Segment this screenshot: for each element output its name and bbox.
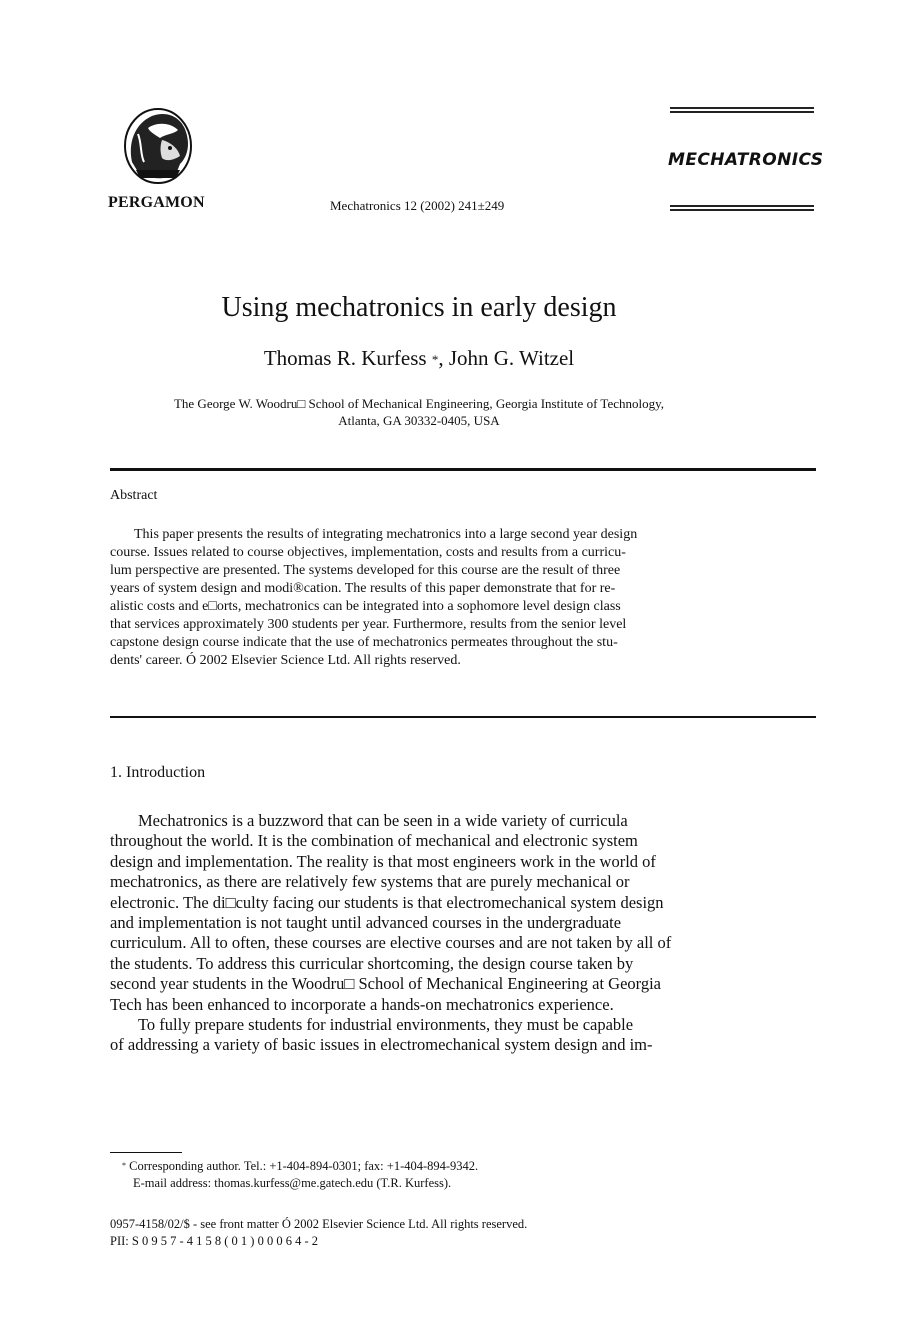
masthead-top-rules (670, 107, 814, 115)
front-matter (110, 1216, 527, 1250)
abstract-line: This paper presents the results of integrating mechatronics into a large second year design (134, 527, 638, 542)
abstract-line: that services approximately 300 students per year. Furthermore, results from the senior level (110, 617, 627, 632)
footnote-mark: * (122, 1161, 126, 1170)
paragraph-line: throughout the world. It is the combination of mechanical and electronic system (110, 831, 638, 851)
footnote-divider (110, 1152, 182, 1153)
author-list (0, 346, 838, 371)
pii-line: PII: S 0 9 5 7 - 4 1 5 8 ( 0 1 ) 0 0 0 6 4 - 2 (110, 1234, 318, 1248)
paragraph-line: Tech has been enhanced to incorporate a hands-on mechatronics experience. (110, 994, 614, 1014)
paragraph-line: To fully prepare students for industrial environments, they must be capable (138, 1015, 634, 1035)
paragraph-line: of addressing a variety of basic issues in electromechanical system design and im- (110, 1035, 653, 1055)
paragraph-line: mechatronics, as there are relatively few systems that are purely mechanical or (110, 872, 630, 892)
abstract-line: capstone design course indicate that the use of mechatronics permeates throughout the stu- (110, 635, 618, 650)
corresponding-author-mark[interactable]: * (431, 352, 439, 368)
publisher-name: PERGAMON (108, 194, 205, 211)
abstract-line: course. Issues related to course objectives, implementation, costs and results from a curricu- (110, 545, 626, 560)
paragraph-line: electronic. The di□culty facing our students is that electromechanical system design (110, 892, 664, 912)
journal-masthead (668, 107, 824, 213)
masthead-bottom-rules (670, 205, 814, 213)
paragraph-line: curriculum. All to often, these courses are elective courses and are not taken by all of (110, 933, 672, 953)
paper-title: Using mechatronics in early design (221, 292, 617, 323)
section-heading-introduction: 1. Introduction (110, 764, 206, 781)
abstract-heading: Abstract (110, 488, 158, 503)
affiliation (112, 395, 726, 429)
paragraph-line: and implementation is not taught until advanced courses in the undergraduate (110, 913, 622, 933)
abstract-line: dents' career. Ó 2002 Elsevier Science Ltd. All rights reserved. (110, 653, 461, 668)
footnote-correspondence: Corresponding author. Tel.: +1-404-894-0301; fax: +1-404-894-9342. (126, 1159, 479, 1173)
affiliation-line: The George W. Woodru□ School of Mechanical Engineering, Georgia Institute of Technology, (173, 396, 665, 411)
paragraph-line: design and implementation. The reality is that most engineers work in the world of (110, 851, 656, 871)
abstract-bottom-divider (110, 716, 816, 718)
abstract-line: lum perspective are presented. The systems developed for this course are the result of three (110, 563, 621, 578)
journal-name: MECHATRONICS (668, 150, 824, 170)
abstract-line: alistic costs and e□orts, mechatronics can be integrated into a sophomore level design class (110, 599, 621, 614)
affiliation-line: Atlanta, GA 30332-0405, USA (338, 413, 500, 428)
copyright-line: 0957-4158/02/$ - see front matter Ó 2002 Elsevier Science Ltd. All rights reserved. (110, 1217, 528, 1231)
abstract-line: years of system design and modi®cation. The results of this paper demonstrate that for re- (110, 581, 616, 596)
author-secondary: , John G. Witzel (438, 346, 575, 370)
paragraph-line: Mechatronics is a buzzword that can be seen in a wide variety of curricula (138, 811, 628, 830)
footnote (122, 1158, 478, 1192)
footnote-email: E-mail address: thomas.kurfess@me.gatech.edu (T.R. Kurfess). (133, 1176, 452, 1190)
author-primary: Thomas R. Kurfess (263, 346, 427, 370)
abstract-body (110, 526, 720, 670)
pergamon-athena-head-icon (118, 104, 202, 190)
journal-citation: Mechatronics 12 (2002) 241±249 (330, 198, 505, 213)
paragraph-line: the students. To address this curricular shortcoming, the design course taken by (110, 953, 634, 973)
paragraph-line: second year students in the Woodru□ School of Mechanical Engineering at Georgia (110, 974, 662, 994)
abstract-top-divider (110, 468, 816, 471)
introduction-body (110, 811, 750, 1056)
